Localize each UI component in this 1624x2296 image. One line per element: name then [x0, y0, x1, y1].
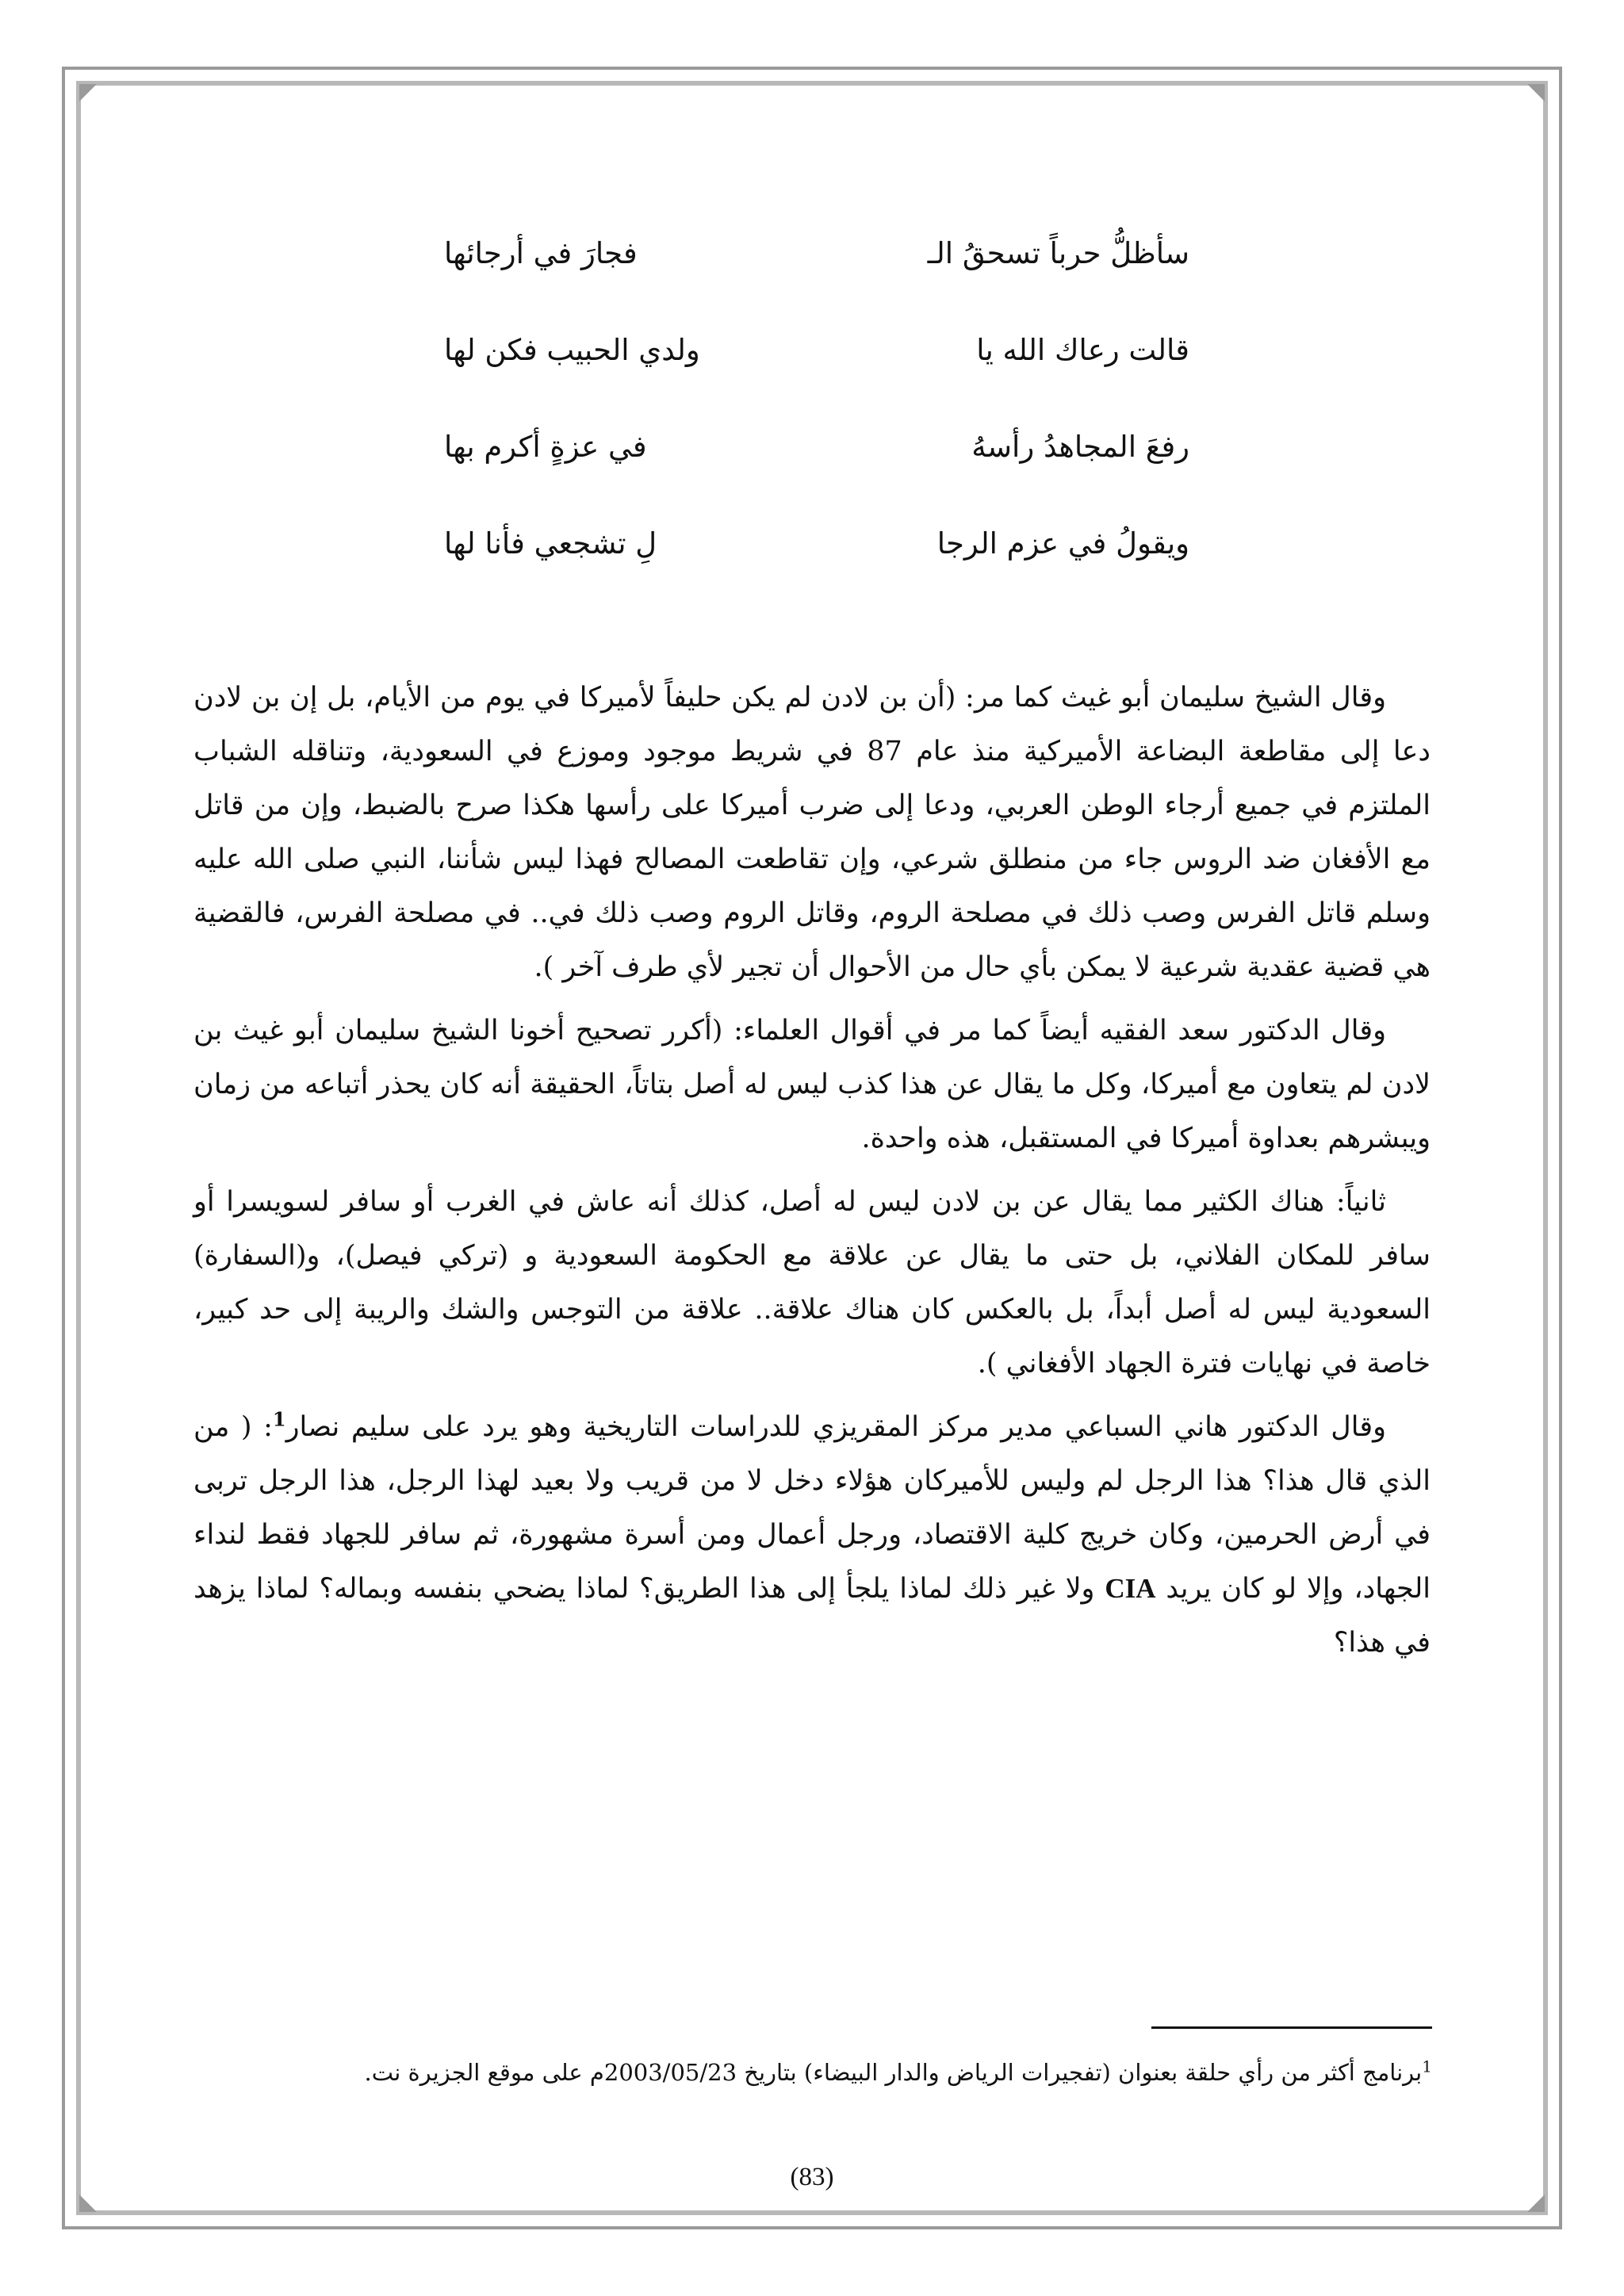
poem-first-hemistich: قالت رعاك الله يا [976, 332, 1189, 367]
sibai-colon: : [263, 1411, 273, 1443]
cia-abbreviation: CIA [1105, 1573, 1156, 1604]
footnote-reference[interactable]: 1 [272, 1407, 286, 1431]
poem-verse [444, 495, 1189, 591]
border-corner-ornament [79, 2195, 97, 2212]
poem-second-hemistich: فجارَ في أرجائها [444, 235, 638, 270]
sibai-quote-part2: ولا غير ذلك لماذا يلجأ إلى هذا الطريق؟ لماذا يضحي بنفسه وبماله؟ لماذا يزهد في هذا؟ [193, 1573, 1431, 1659]
border-corner-ornament [1527, 84, 1545, 101]
footnote-text: برنامج أكثر من رأي حلقة بعنوان (تفجيرات الرياض والدار البيضاء) بتاريخ 2003/05/23م على موقع الجزيرة نت. [364, 2059, 1423, 2086]
sibai-quote-part1: ( من الذي قال هذا؟ هذا الرجل لم وليس للأميركان هؤلاء دخل لا من قريب ولا بعيد لهذا الرجل، هذا الرجل تربى في أرض الحرمين، وكان خريج كلية الاقتصاد، ورجل أعمال ومن أسرة مشهورة، ثم سافر للجهاد فقط لنداء الجهاد، وإلا لو كان يريد [193, 1411, 1431, 1605]
poem [444, 205, 1189, 591]
poem-verse [444, 301, 1189, 398]
poem-first-hemistich: سأظلُّ حرباً تسحقُ الـ [927, 235, 1189, 270]
footnote [193, 2055, 1432, 2090]
poem-second-hemistich: لِ تشجعي فأنا لها [444, 526, 657, 561]
poem-first-hemistich: ويقولُ في عزم الرجا [936, 526, 1189, 561]
paragraph-abu-ghaith-quote: وقال الشيخ سليمان أبو غيث كما مر: (أن بن لادن لم يكن حليفاً لأميركا في يوم من الأيام، بل إن بن لادن دعا إلى مقاطعة البضاعة الأميركية منذ عام 87 في شريط موجود وموزع في السعودية، وتناقله الشباب الملتزم في جميع أرجاء الوطن العربي، ودعا إلى ضرب أميركا على رأسها هكذا صرح بالضبط، وإن من قاتل مع الأفغان ضد الروس جاء من منطلق شرعي، وإن تقاطعت المصالح فهذا ليس شأننا، النبي صلى الله عليه وسلم قاتل الفرس وصب ذلك في مصلحة الروم، وقاتل الروم وصب ذلك في.. في مصلحة الفرس، فالقضية هي قضية عقدية شرعية لا يمكن بأي حال من الأحوال أن تجير لأي طرف آخر ). [193, 682, 1431, 983]
poem-verse [444, 205, 1189, 301]
body-text [193, 671, 1431, 1679]
sibai-intro: وقال الدكتور هاني السباعي مدير مركز المقريزي للدراسات التاريخية وهو يرد على سليم نصار [285, 1411, 1387, 1443]
border-corner-ornament [79, 84, 97, 101]
page-number: (83) [790, 2163, 834, 2191]
poem-second-hemistich: في عزةٍ أكرم بها [444, 429, 647, 464]
border-corner-ornament [1527, 2195, 1545, 2212]
poem-first-hemistich: رفعَ المجاهدُ رأسهُ [971, 429, 1189, 464]
poem-verse [444, 398, 1189, 495]
paragraph-faqih-quote: وقال الدكتور سعد الفقيه أيضاً كما مر في أقوال العلماء: (أكرر تصحيح أخونا الشيخ سليمان أبو غيث بن لادن لم يتعاون مع أميركا، وكل ما يقال عن هذا كذب ليس له أصل بتاتاً، الحقيقة أنه كان يحذر أتباعه من زمان ويبشرهم بعداوة أميركا في المستقبل، هذه واحدة. [193, 1015, 1431, 1154]
paragraph-second-point: ثانياً: هناك الكثير مما يقال عن بن لادن ليس له أصل، كذلك أنه عاش في الغرب أو سافر لسويسرا أو سافر للمكان الفلاني، بل حتى ما يقال عن علاقة مع الحكومة السعودية و (تركي فيصل)، و(السفارة) السعودية ليس له أصل أبداً، بل بالعكس كان هناك علاقة.. علاقة من التوجس والشك والريبة إلى حد كبير، خاصة في نهايات فترة الجهاد الأفغاني ). [193, 1186, 1431, 1380]
footnote-marker: 1 [1422, 2057, 1432, 2076]
poem-second-hemistich: ولدي الحبيب فكن لها [444, 332, 700, 367]
paragraph-sibai-quote [193, 1400, 1431, 1670]
footnote-separator [1151, 2026, 1432, 2029]
